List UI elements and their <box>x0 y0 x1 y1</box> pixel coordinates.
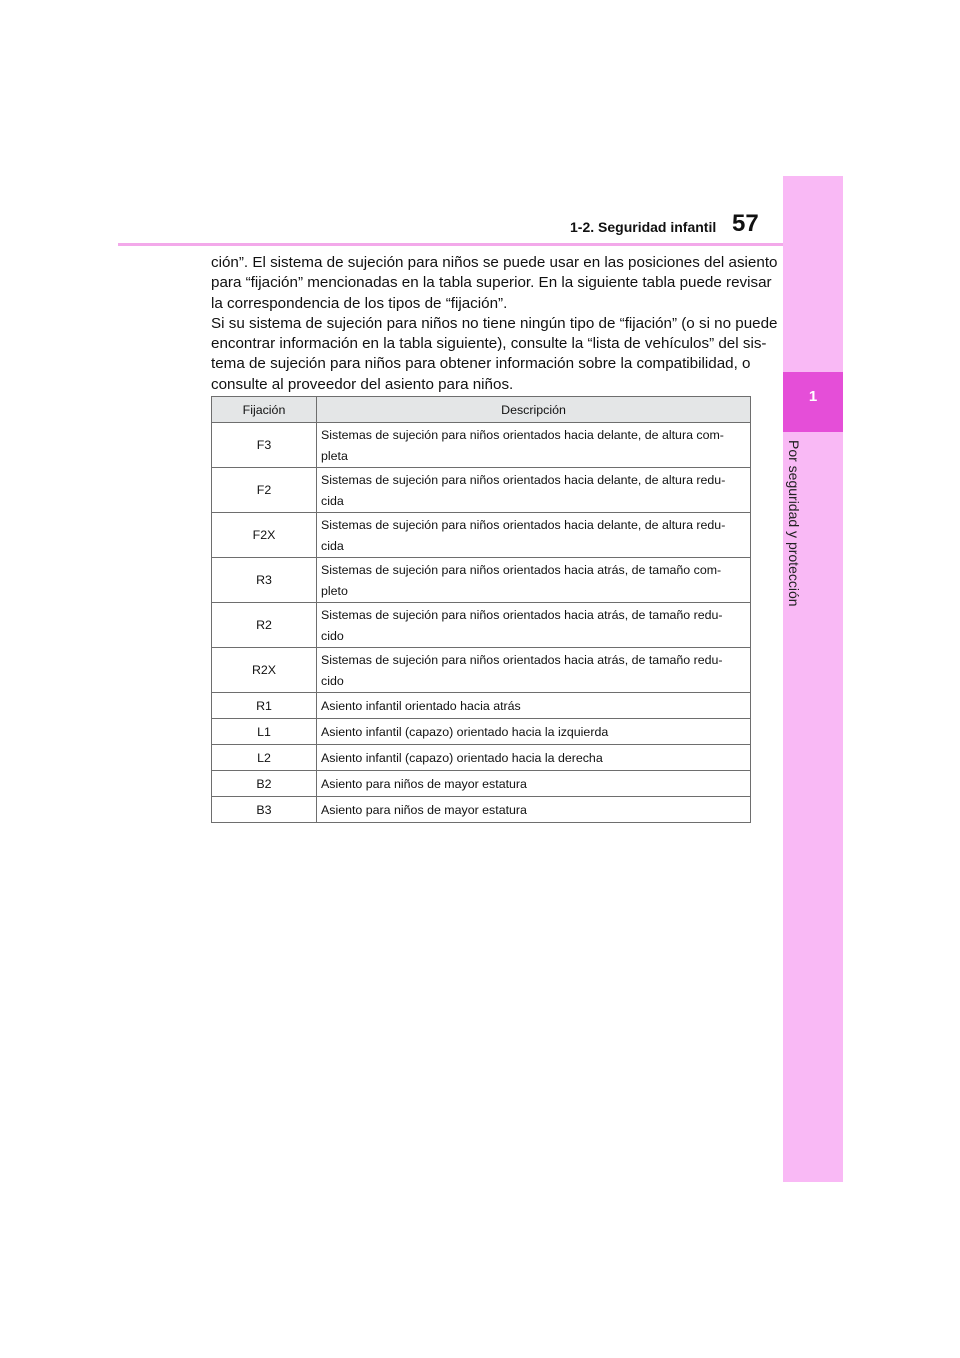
fixation-code: F3 <box>212 423 317 468</box>
description-line: Sistemas de sujeción para niños orientados hacia atrás, de tamaño redu- <box>321 652 723 667</box>
table-row <box>212 719 751 745</box>
fixation-code: L1 <box>212 719 317 745</box>
table-row <box>212 423 751 468</box>
fixation-code: F2X <box>212 513 317 558</box>
fixation-code: B3 <box>212 797 317 823</box>
body-paragraph <box>211 253 778 395</box>
description-line: Asiento infantil (capazo) orientado hacia la derecha <box>321 750 603 765</box>
fixation-description <box>317 719 751 745</box>
fixation-description <box>317 603 751 648</box>
table-row <box>212 771 751 797</box>
paragraph-line: tema de sujeción para niños para obtener información sobre la compatibilidad, o <box>211 355 751 373</box>
paragraph-line: encontrar información en la tabla siguiente), consulte la “lista de vehículos” del sis- <box>211 335 767 353</box>
table-row <box>212 513 751 558</box>
description-line: Sistemas de sujeción para niños orientados hacia delante, de altura redu- <box>321 472 726 487</box>
fixation-code: R1 <box>212 693 317 719</box>
fixation-description <box>317 693 751 719</box>
description-line: cido <box>321 673 344 688</box>
fixation-description <box>317 468 751 513</box>
chapter-number: 1 <box>808 388 818 405</box>
table-row <box>212 468 751 513</box>
fixation-code: F2 <box>212 468 317 513</box>
description-line: cido <box>321 628 344 643</box>
table-row <box>212 558 751 603</box>
description-line: cida <box>321 493 344 508</box>
fixation-description <box>317 745 751 771</box>
description-line: Asiento para niños de mayor estatura <box>321 776 527 791</box>
chapter-side-tab <box>783 176 843 1182</box>
fixation-description <box>317 771 751 797</box>
fixation-description <box>317 797 751 823</box>
table-row <box>212 693 751 719</box>
table-row <box>212 745 751 771</box>
description-line: Sistemas de sujeción para niños orientados hacia delante, de altura com- <box>321 427 724 442</box>
column-header-fixation: Fijación <box>212 397 317 423</box>
table-row <box>212 797 751 823</box>
description-line: Asiento infantil orientado hacia atrás <box>321 698 521 713</box>
paragraph-line: la correspondencia de los tipos de “fijación”. <box>211 294 508 312</box>
description-line: Asiento infantil (capazo) orientado hacia la izquierda <box>321 724 609 739</box>
fixation-code: R2 <box>212 603 317 648</box>
column-header-description: Descripción <box>317 397 751 423</box>
fixation-code: L2 <box>212 745 317 771</box>
header-rule <box>118 243 783 246</box>
table-row <box>212 648 751 693</box>
description-line: pleto <box>321 583 348 598</box>
description-line: pleta <box>321 448 348 463</box>
fixation-code: R2X <box>212 648 317 693</box>
description-line: Asiento para niños de mayor estatura <box>321 802 527 817</box>
chapter-title: Por seguridad y protección <box>786 440 802 607</box>
table-row <box>212 603 751 648</box>
fixation-description <box>317 648 751 693</box>
fixation-table <box>211 396 751 823</box>
fixation-description <box>317 423 751 468</box>
section-title: 1-2. Seguridad infantil <box>570 219 717 235</box>
paragraph-line: Si su sistema de sujeción para niños no tiene ningún tipo de “fijación” (o si no puede <box>211 314 778 332</box>
paragraph-line: para “fijación” mencionadas en la tabla superior. En la siguiente tabla puede revisar <box>211 274 772 292</box>
paragraph-line: consulte al proveedor del asiento para niños. <box>211 375 514 393</box>
paragraph-line: ción”. El sistema de sujeción para niños se puede usar en las posiciones del asiento <box>211 254 778 271</box>
fixation-code: R3 <box>212 558 317 603</box>
page-number: 57 <box>732 210 759 237</box>
fixation-description <box>317 513 751 558</box>
fixation-code: B2 <box>212 771 317 797</box>
description-line: Sistemas de sujeción para niños orientados hacia delante, de altura redu- <box>321 517 726 532</box>
description-line: cida <box>321 538 344 553</box>
table-header-row <box>212 397 751 423</box>
fixation-description <box>317 558 751 603</box>
description-line: Sistemas de sujeción para niños orientados hacia atrás, de tamaño com- <box>321 562 722 577</box>
description-line: Sistemas de sujeción para niños orientados hacia atrás, de tamaño redu- <box>321 607 723 622</box>
